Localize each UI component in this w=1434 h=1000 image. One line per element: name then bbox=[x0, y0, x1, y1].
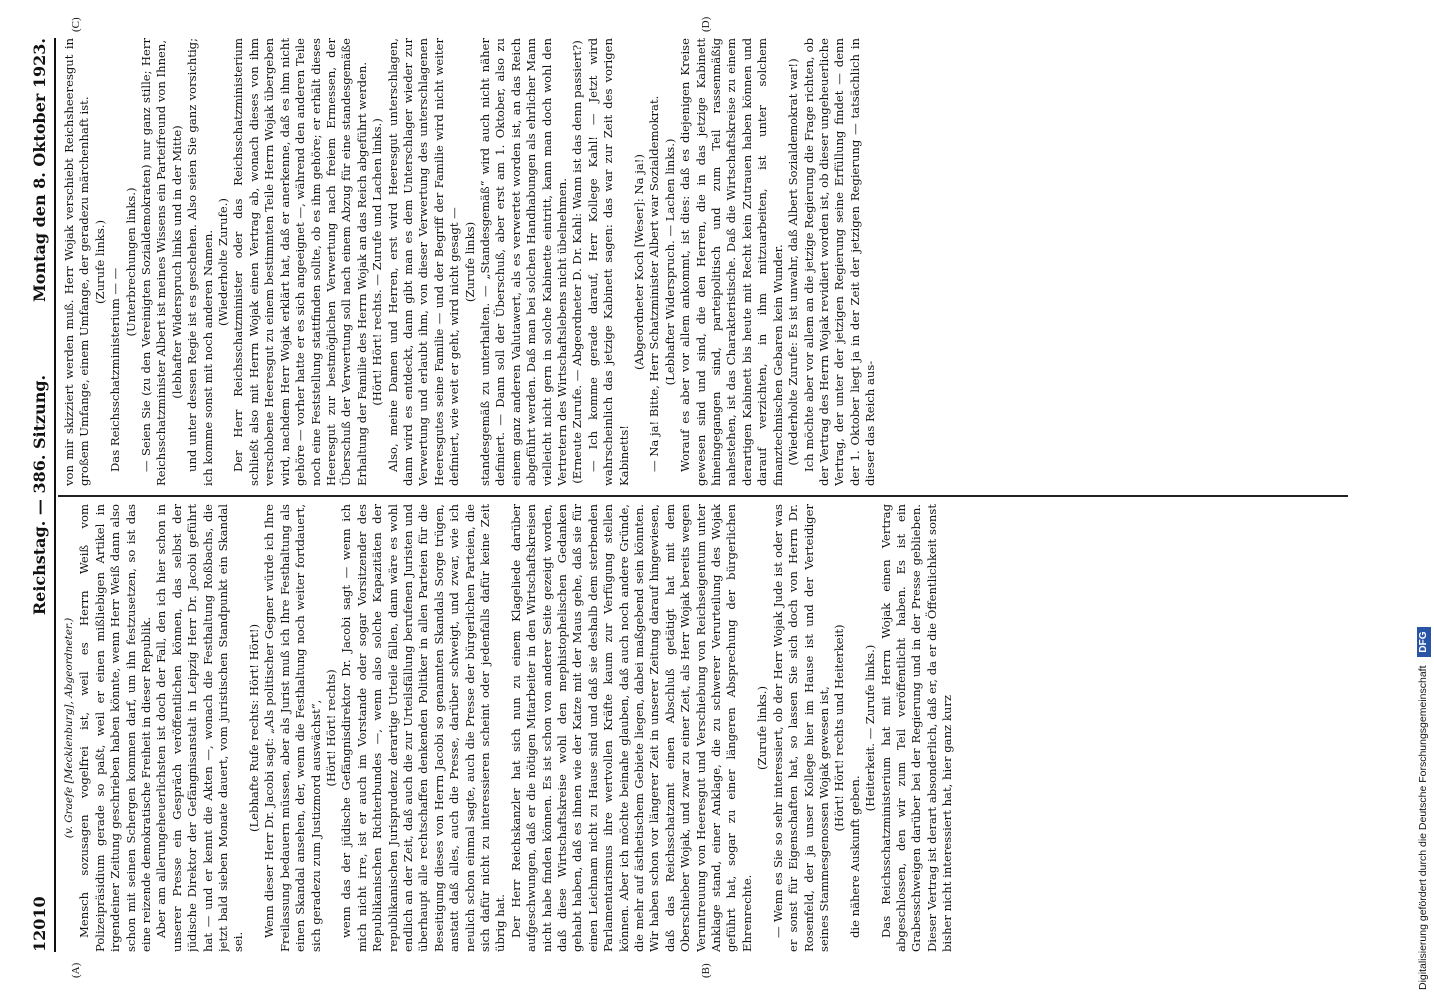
paragraph: Mensch sozusagen vogelfrei ist, weil es Herrn Weiß vom Polizeipräsidium gerade so paßt, weil er einen mißliebigen Artikel in irgendeiner Zeitung geschrieben haben könnte, wenn Herr Weiß dann also schon mit seinen Schergen kommen darf, um ihn festzusetzen, so ist das eine reizende demokratische Freiheit in dieser Republik. bbox=[77, 504, 154, 952]
interjection: (Wiederholte Zurufe: Es ist unwahr, daß Albert Sozialdemokrat war!) bbox=[786, 58, 801, 466]
paragraph: Worauf es aber vor allem ankommt, ist dies: daß es diejenigen Kreise gewesen sind und sind, die den Herren, die in das jetzige Kabinett hineingegangen sind, parteipolitisch und zum Teil rassenmäßig nahestehen, ist das Charakteristische. Daß die Wirtschaftskreise zu einem derartigen Kabinett bis heute mit Recht kein Zutrauen haben können und darauf verzichten, in ihm mitzuarbeiten, ist unter solchem finanztechnischen Gebaren kein Wunder. bbox=[678, 38, 785, 486]
page-header bbox=[28, 38, 56, 952]
margin-label-a: (A) bbox=[70, 962, 82, 978]
session-title: Reichstag. — 386. Sitzung. bbox=[30, 374, 49, 616]
paragraph: Der Herr Reichsschatzminister oder das Reichsschatzministerium schließt also mit Herrn Wojak einen Vertrag ab, wonach dieses von ihm verschobene Heeresgut zu einem bestimmten Teile Herrn Wojak übergeben wird, nachdem Herr Wojak erklärt hat, daß er anerkenne, daß es ihm nicht gehöre — vorher hatte er es sich angeeignet —, während den anderen Teile noch eine Feststellung stattfinden sollte, ob es ihm gehöre; er erhält dieses Heeresgut zur bestmöglichen Verwertung nach freiem Ermessen, der Überschuß der Verwertung soll nach einem Abzug für eine standesgemäße Erhaltung der Familie des Herrn Wojak an das Reich abgeführt werden. bbox=[231, 38, 369, 486]
paragraph: — Na ja! Bitte, Herr Schatzminister Albert war Sozialdemokrat. bbox=[647, 95, 662, 472]
column-divider bbox=[58, 496, 1348, 498]
speaker-line: (v. Graefe [Mecklenburg], Abgeordneter.) bbox=[63, 617, 75, 839]
margin-label-c: (C) bbox=[70, 17, 82, 32]
paragraph: und unter dessen Regie ist es geschehen. Also seien Sie ganz vorsichtig; ich komme sonst mit noch anderen Namen. bbox=[185, 38, 215, 486]
interjection: (Zurufe links.) bbox=[92, 220, 107, 304]
interjection: (Zurufe links.) bbox=[755, 686, 770, 770]
interjection: (Zurufe links) bbox=[462, 221, 477, 303]
session-date: Montag den 8. Oktober 1923. bbox=[30, 38, 49, 302]
interjection: (Wiederholte Zurufe.) bbox=[216, 198, 231, 326]
paragraph: wenn das der jüdische Gefängnisdirektor Dr. Jacobi sagt — wenn ich mich nicht irre, ist er auch im Vorstande oder sogar Vorsitzender des Republikanischen Richterbundes —, wenn also solche Kapazitäten der republikanischen Jurisprudenz derartige Urteile fällen, dann wäre es wohl endlich an der Zeit, daß auch die zur Urteilsfällung berufenen Juristen und überhaupt alle rechtschaffen denkenden Politiker in allen Parteien für die Beseitigung dieses von Herrn Jacobi so genannten Skandals Sorge trügen, anstatt daß alles, auch die Presse, darüber schweigt, und zwar, wie ich neulich schon einmal sagte, auch die Presse der bürgerlichen Parteien, die sich dafür nicht zu interessieren scheint oder jedenfalls dafür keine Zeit übrig hat. bbox=[339, 504, 508, 952]
paragraph: Ich möchte aber vor allem an die jetzige Regierung die Frage richten, ob der Vertrag des Herrn Wojak revidiert worden ist, ob dieser ungeheuerliche Vertrag, der unter der jetzigen Regierung seine Erfüllung findet — denn der 1. Oktober liegt ja in der Zeit der jetzigen Regierung — tatsächlich in dieser das Reich aus- bbox=[801, 38, 878, 486]
paragraph: standesgemäß zu unterhalten. — „Standesgemäß“ wird auch nicht näher definiert. — Dann soll der Überschuß, aber erst am 1. Oktober, also zu einem ganz anderen Valutawert, als es verwertet worden ist, an das Reich abgeführt werden. Daß man bei solchen Handhabungen als ehrlicher Mann vielleicht nicht gern in solche Kabinette eintritt, kann man doch wohl den Vertretern des Wirtschaftslebens nicht übelnehmen. bbox=[477, 38, 569, 486]
paragraph: Wenn dieser Herr Dr. Jacobi sagt: „Als politischer Gegner würde ich Ihre Freilassung bedauern müssen, aber als Jurist muß ich Ihre Festhaltung als einen Skandal ansehen, der, wenn die Festhaltung noch weiter fortdauert, sich geradezu zum Justizmord auswächst“, bbox=[262, 504, 323, 952]
paragraph: Der Herr Reichskanzler hat sich nun zu einem Klageliede darüber aufgeschwungen, daß er die nötigen Mitarbeiter in den Wirtschaftskreisen nicht habe finden können. Es ist schon von anderer Seite gezeigt worden, daß diese Wirtschaftskreise wohl den mephistophelischen Gedanken gehabt haben, daß es ihnen wie der Katze mit der Maus gehe, daß sie für einen Leichnam nicht zu Hause sind und daß sie deshalb dem sterbenden Parlamentarismus ihre wertvollen Kräfte kaum zur Verfügung stellen können. Aber ich möchte beinahe glauben, daß auch noch andere Gründe, die mehr auf ästhetischem Gebiete liegen, dabei maßgebend sein könnten. Wir haben schon vor längerer Zeit in unserer Zeitung darauf hingewiesen, daß das Reichsschatzamt einen Abschluß getätigt hat mit dem Oberschieber Wojak, und zwar zu einer Zeit, als Herr Wojak bereits wegen Veruntreuung von Heeresgut und Verschiebung von Reichseigentum unter Anklage stand, einer Anklage, die zu schwerer Verurteilung des Wojak geführt hat, sogar zu einer längeren Absprechung der bürgerlichen Ehrenrechte. bbox=[508, 504, 754, 952]
paragraph: — Ich komme gerade darauf, Herr Kollege Kahl! — Jetzt wird wahrscheinlich das jetzige Kabinett sagen: das war zur Zeit des vorigen Kabinetts! bbox=[585, 38, 631, 486]
dfg-logo: DFG bbox=[1417, 627, 1431, 656]
paragraph: die nähere Auskunft geben. bbox=[847, 775, 862, 938]
dfg-sidebar bbox=[1414, 10, 1432, 990]
page-number: 12010 bbox=[30, 896, 49, 952]
paragraph: Aber am allerungeheuerlichsten ist doch der Fall, den ich hier schon in unserer Presse ein Gespräch veröffentlichen können, das selbst der jüdische Direktor der Gefängnisanstalt in Leipzig Herr Dr. Jacobi geführt hat — und er kennt die Akten —, wonach die Festhaltung Roßbachs, die jetzt bald sieben Monate dauert, vom juristischen Standpunkt ein Skandal sei. bbox=[154, 504, 246, 952]
paragraph: von mir skizziert werden muß. Herr Wojak verschiebt Reichsheeresgut in großem Umfange, einem Umfange, der geradezu märchenhaft ist. bbox=[62, 38, 92, 486]
paragraph: Das Reichsschatzministerium — — bbox=[108, 267, 123, 472]
margin-label-b: (B) bbox=[700, 963, 712, 978]
paragraph: — Wenn es Sie so sehr interessiert, ob der Herr Wojak Jude ist oder was er sonst für Eigenschaften hat, so lassen Sie sich doch von Herrn Dr. Rosenfeld, der ja unser Kollege hier im Hause ist und der Verteidiger seines Stammesgenossen Wojak gewesen ist, bbox=[770, 504, 831, 952]
interjection: (Hört! Hört! rechts und Heiterkeit) bbox=[832, 624, 847, 832]
right-text-column bbox=[62, 38, 1342, 486]
interjection: (Lebhafte Rufe rechts: Hört! Hört!) bbox=[246, 623, 261, 833]
interjection: (Hört! Hört! rechts) bbox=[323, 669, 338, 787]
left-text-column bbox=[62, 504, 1342, 952]
interjection: (Heiterkeit. — Zurufe links.) bbox=[863, 644, 878, 812]
interjection: (lebhafter Widerspruch links und in der Mitte) bbox=[169, 125, 184, 399]
interjection: (Unterbrechungen links.) bbox=[123, 187, 138, 337]
paragraph: Also, meine Damen und Herren, erst wird Heeresgut unterschlagen, dann wird es entdeckt, dann gibt man es dem Unterschlager wieder zur Verwertung und erlaubt ihm, von dieser Verwertung des unterschlagenen Heeresgutes seine Familie — und der Begriff der Familie wird nicht weiter definiert, wie weit er geht, wird nicht gesagt — bbox=[385, 38, 462, 486]
paragraph: Das Reichsschatzministerium hat mit Herrn Wojak einen Vertrag abgeschlossen, den wir zum Teil veröffentlicht haben. Es ist ein Grabesschweigen darüber bei der Regierung und in der Presse geblieben. Dieser Vertrag ist derart absonderlich, daß er, da er die Öffentlichkeit sonst bisher nicht interessiert hat, hier ganz kurz bbox=[878, 504, 955, 952]
dfg-credit-text: Digitalisierung gefördert durch die Deutsche Forschungsgemeinschaft bbox=[1417, 665, 1429, 990]
paragraph: — Seien Sie (zu den Vereinigten Sozialdemokraten) nur ganz stille; Herr Reichsschatzminister Albert ist meines Wissens ein Parteifreund von Ihnen, bbox=[139, 38, 169, 486]
interjection: (Erneute Zurufe. — Abgeordneter D. Dr. Kahl: Wann ist das denn passiert?) bbox=[570, 40, 585, 484]
interjection: (Lebhafter Widerspruch. — Lachen links.) bbox=[662, 138, 677, 386]
margin-label-d: (D) bbox=[700, 16, 712, 32]
interjection: (Abgeordneter Koch [Weser]: Na ja!) bbox=[632, 154, 647, 370]
interjection: (Hört! Hört! rechts. — Zurufe und Lachen links.) bbox=[370, 118, 385, 406]
